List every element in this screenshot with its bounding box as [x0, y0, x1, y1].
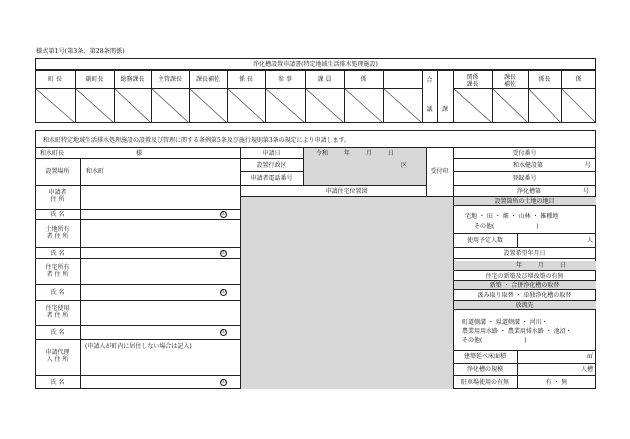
approval-diagonals — [35, 88, 596, 123]
system-no-label: 和水健設第 号 — [513, 161, 591, 169]
land-category-options[interactable]: 宅地 ・ 田 ・ 畑 ・ 山林 ・ 雑種地 — [465, 213, 559, 220]
seal-mark-icon: 印 — [221, 289, 226, 295]
receipt-stamp-label: 受付印 — [430, 168, 449, 175]
planned-users-label: 使用予定人数 — [466, 237, 503, 244]
approval-gou-top: 合 — [426, 77, 433, 84]
landowner-address-label: 土地所有者 住 所 — [45, 226, 70, 240]
approval-head-7: 課 員 — [317, 76, 332, 83]
approval-gou-bottom: 議 — [426, 106, 433, 113]
house-user-address-label: 住宅使用者 住 所 — [45, 305, 70, 319]
addressee: 和水町長 — [40, 149, 65, 157]
desired-date-label: 設置希望年月日 — [503, 250, 546, 257]
install-place-label: 設置場所 — [45, 168, 70, 175]
land-category-other[interactable]: その他( ) — [474, 223, 539, 230]
location-map-label: 申請住宅位置図 — [325, 187, 368, 195]
parking-label: 駐車場使用の有無 — [460, 379, 509, 386]
location-map-area — [240, 196, 453, 389]
seal-mark-icon: 印 — [221, 379, 226, 385]
apply-date-value[interactable]: 令和 年 月 日 — [316, 149, 394, 157]
approval-head-0: 町 長 — [48, 76, 62, 83]
form-title: 浄化槽設置申請書(特定地域生活排水処理施設) — [253, 60, 378, 68]
landowner-name-label: 氏 名 — [50, 250, 65, 257]
floor-area-label: 建築延べ床面積 — [463, 353, 506, 360]
approval-head-1: 副町長 — [85, 76, 104, 83]
existing-label: 住宅の新築及び増改築の有無 — [485, 272, 564, 280]
approval-head-5: 係 長 — [239, 76, 253, 83]
parking-value[interactable]: 有 ・ 無 — [545, 379, 568, 386]
registration-no-label: 登録番号 — [512, 175, 537, 182]
discharge-option-3[interactable]: その他( ) — [462, 337, 527, 344]
discharge-label: 放流先 — [515, 302, 534, 309]
approval-head-related: 関係課長 — [466, 74, 479, 88]
apply-date-label: 申請日 — [262, 149, 281, 157]
applicant-name-label: 氏 名 — [50, 211, 65, 218]
approval-head-6: 参 事 — [278, 76, 292, 83]
approval-head-3: 主管課長 — [157, 76, 182, 83]
scale-unit: 人槽 — [580, 366, 593, 373]
approval-ka: 課 — [441, 106, 448, 113]
approval-head-chief: 係長 — [538, 76, 551, 83]
approval-head-4: 課長補佐 — [195, 76, 220, 83]
approval-head-2: 総務課長 — [120, 76, 145, 83]
floor-area-unit: ㎡ — [586, 353, 593, 360]
agent-name-label: 氏 名 — [50, 379, 65, 386]
tank-no-label: 浄化槽第 号 — [517, 187, 589, 195]
approval-head-8: 係 — [360, 76, 367, 83]
approval-head-staff: 係 — [575, 76, 582, 83]
scale-label: 浄化槽の規模 — [466, 366, 503, 373]
phone-label: 申請者電話番号 — [250, 175, 293, 182]
discharge-option-1[interactable]: 町道側溝 ・ 県道側溝 ・ 河川・ — [462, 319, 548, 326]
declaration-text: 和水町特定地域生活排水処理施設の設置及び管理に関する条例第5条及び施行規則第3条の規定により申請します。 — [43, 137, 351, 144]
district-suffix: 区 — [401, 161, 408, 169]
applicant-address-label: 申請者 住 所 — [48, 189, 67, 203]
planned-users-unit: 人 — [586, 237, 593, 244]
install-place-value: 和水町 — [86, 168, 105, 175]
discharge-option-2[interactable]: 農業用用水路 ・ 農業用排水路 ・ 池沼・ — [462, 328, 572, 335]
land-category-label: 設置箇所の土地の地目 — [494, 197, 555, 205]
house-user-name-label: 氏 名 — [50, 329, 65, 336]
house-owner-address-label: 住宅所有者 住 所 — [45, 264, 70, 278]
desired-date-value[interactable]: 年 月 日 — [516, 262, 566, 269]
existing-option-2[interactable]: 汲み取り取替 ・ 単独浄化槽の取替 — [477, 291, 572, 299]
seal-mark-icon: 印 — [221, 211, 226, 217]
agent-note: (申請人が町内に居住しない場合は記入) — [85, 343, 192, 350]
form-reference: 様式第1号(第3条、第28条関係) — [36, 48, 125, 55]
seal-mark-icon: 印 — [221, 329, 226, 335]
receipt-no-label: 受付番号 — [512, 149, 537, 157]
house-owner-name-label: 氏 名 — [50, 289, 65, 296]
seal-mark-icon: 印 — [221, 250, 226, 256]
agent-address-label: 申請代理人 住 所 — [45, 349, 70, 363]
existing-option-1[interactable]: 新築 ・ 合併浄化槽の取替 — [489, 282, 560, 289]
approval-head-deputy: 課長補佐 — [503, 74, 516, 88]
district-label: 設置行政区 — [256, 161, 287, 169]
addressee-sama: 様 — [136, 149, 143, 157]
